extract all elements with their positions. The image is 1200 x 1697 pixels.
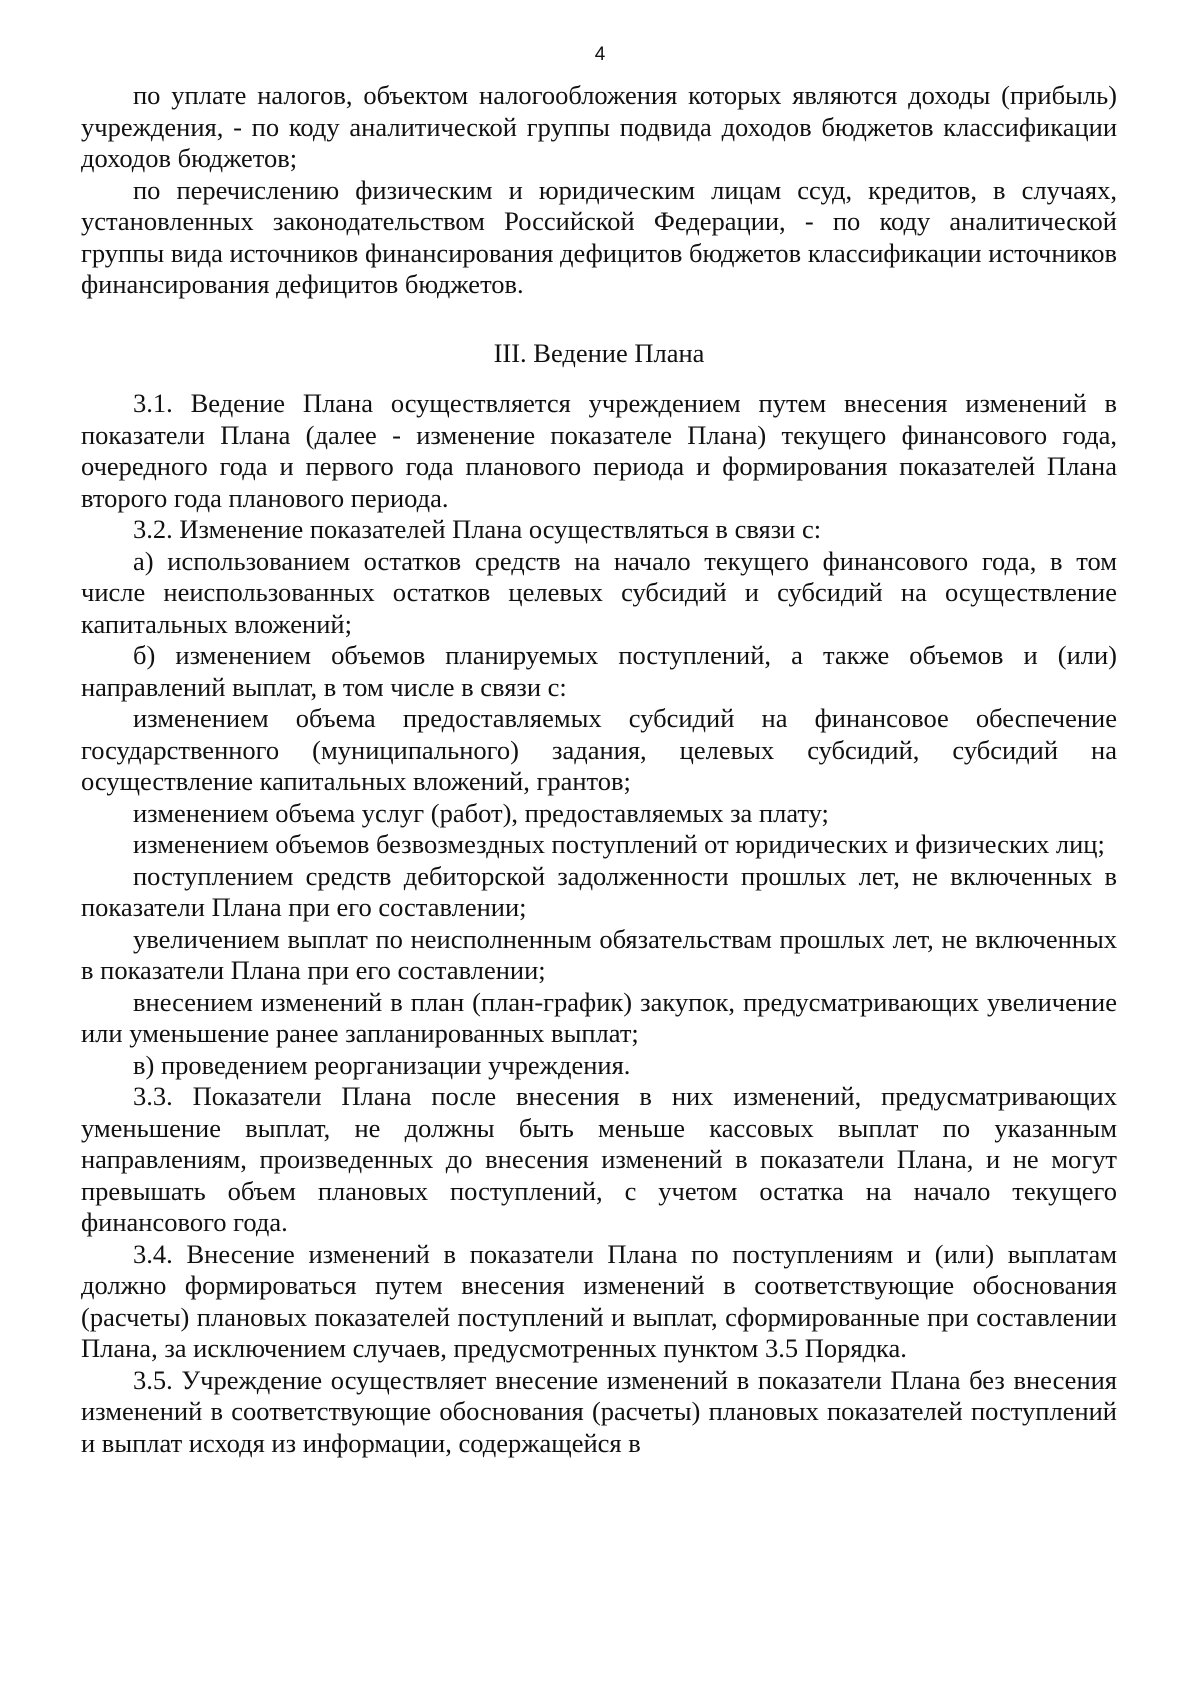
paragraph: изменением объема услуг (работ), предоставляемых за плату;	[133, 797, 829, 828]
paragraph: 3.4. Внесение изменений в показатели Плана по поступлениям и (или) выплатам должно формироваться путем внесения изменений в соответствующие обоснования (расчеты) плановых показателей поступлений и выплат, сформированные при составлении Плана, за исключением случаев, предусмотренных пунктом 3.5 Порядка.	[81, 1238, 1117, 1363]
paragraph: 3.2. Изменение показателей Плана осуществляться в связи с:	[133, 514, 822, 544]
paragraph: увеличением выплат по неисполненным обязательствам прошлых лет, не включенных в показатели Плана при его составлении;	[81, 923, 1117, 985]
paragraph: по перечислению физическим и юридическим лицам ссуд, кредитов, в случаях, установленных законодательством Российской Федерации, - по коду аналитической группы вида источников финансирования дефицитов бюджетов классификации источников финансирования дефицитов бюджетов.	[81, 174, 1117, 299]
paragraph: изменением объема предоставляемых субсидий на финансовое обеспечение государственного (муниципального) задания, целевых субсидий, субсидий на осуществление капитальных вложений, грантов;	[81, 703, 1117, 796]
document-body	[81, 80, 1117, 1459]
paragraph: 3.1. Ведение Плана осуществляется учреждением путем внесения изменений в показатели Плана (далее - изменение показателе Плана) текущего финансового года, очередного года и первого года планового периода и формирования показателей Плана второго года планового периода.	[81, 388, 1117, 513]
paragraph: б) изменением объемов планируемых поступлений, а также объемов и (или) направлений выплат, в том числе в связи с:	[81, 640, 1117, 702]
section-heading: III. Ведение Плана	[493, 337, 705, 368]
paragraph: внесением изменений в план (план-график) закупок, предусматривающих увеличение или уменьшение ранее запланированных выплат;	[81, 986, 1117, 1048]
paragraph: изменением объемов безвозмездных поступлений от юридических и физических лиц;	[133, 829, 1105, 859]
page-number: 4	[594, 44, 606, 65]
paragraph: а) использованием остатков средств на начало текущего финансового года, в том числе неиспользованных остатков целевых субсидий и субсидий на осуществление капитальных вложений;	[81, 545, 1117, 639]
paragraph: в) проведением реорганизации учреждения.	[133, 1049, 631, 1080]
paragraph: 3.5. Учреждение осуществляет внесение изменений в показатели Плана без внесения изменений в соответствующие обоснования (расчеты) плановых показателей поступлений и выплат исходя из информации, содержащейся в	[81, 1364, 1117, 1458]
paragraph: 3.3. Показатели Плана после внесения в них изменений, предусматривающих уменьшение выплат, не должны быть меньше кассовых выплат по указанным направлениям, произведенных до внесения изменений в показатели Плана, и не могут превышать объем плановых поступлений, с учетом остатка на начало текущего финансового года.	[81, 1081, 1117, 1237]
paragraph: по уплате налогов, объектом налогообложения которых являются доходы (прибыль) учреждения, - по коду аналитической группы подвида доходов бюджетов классификации доходов бюджетов;	[81, 80, 1117, 173]
paragraph: поступлением средств дебиторской задолженности прошлых лет, не включенных в показатели Плана при его составлении;	[81, 860, 1117, 922]
